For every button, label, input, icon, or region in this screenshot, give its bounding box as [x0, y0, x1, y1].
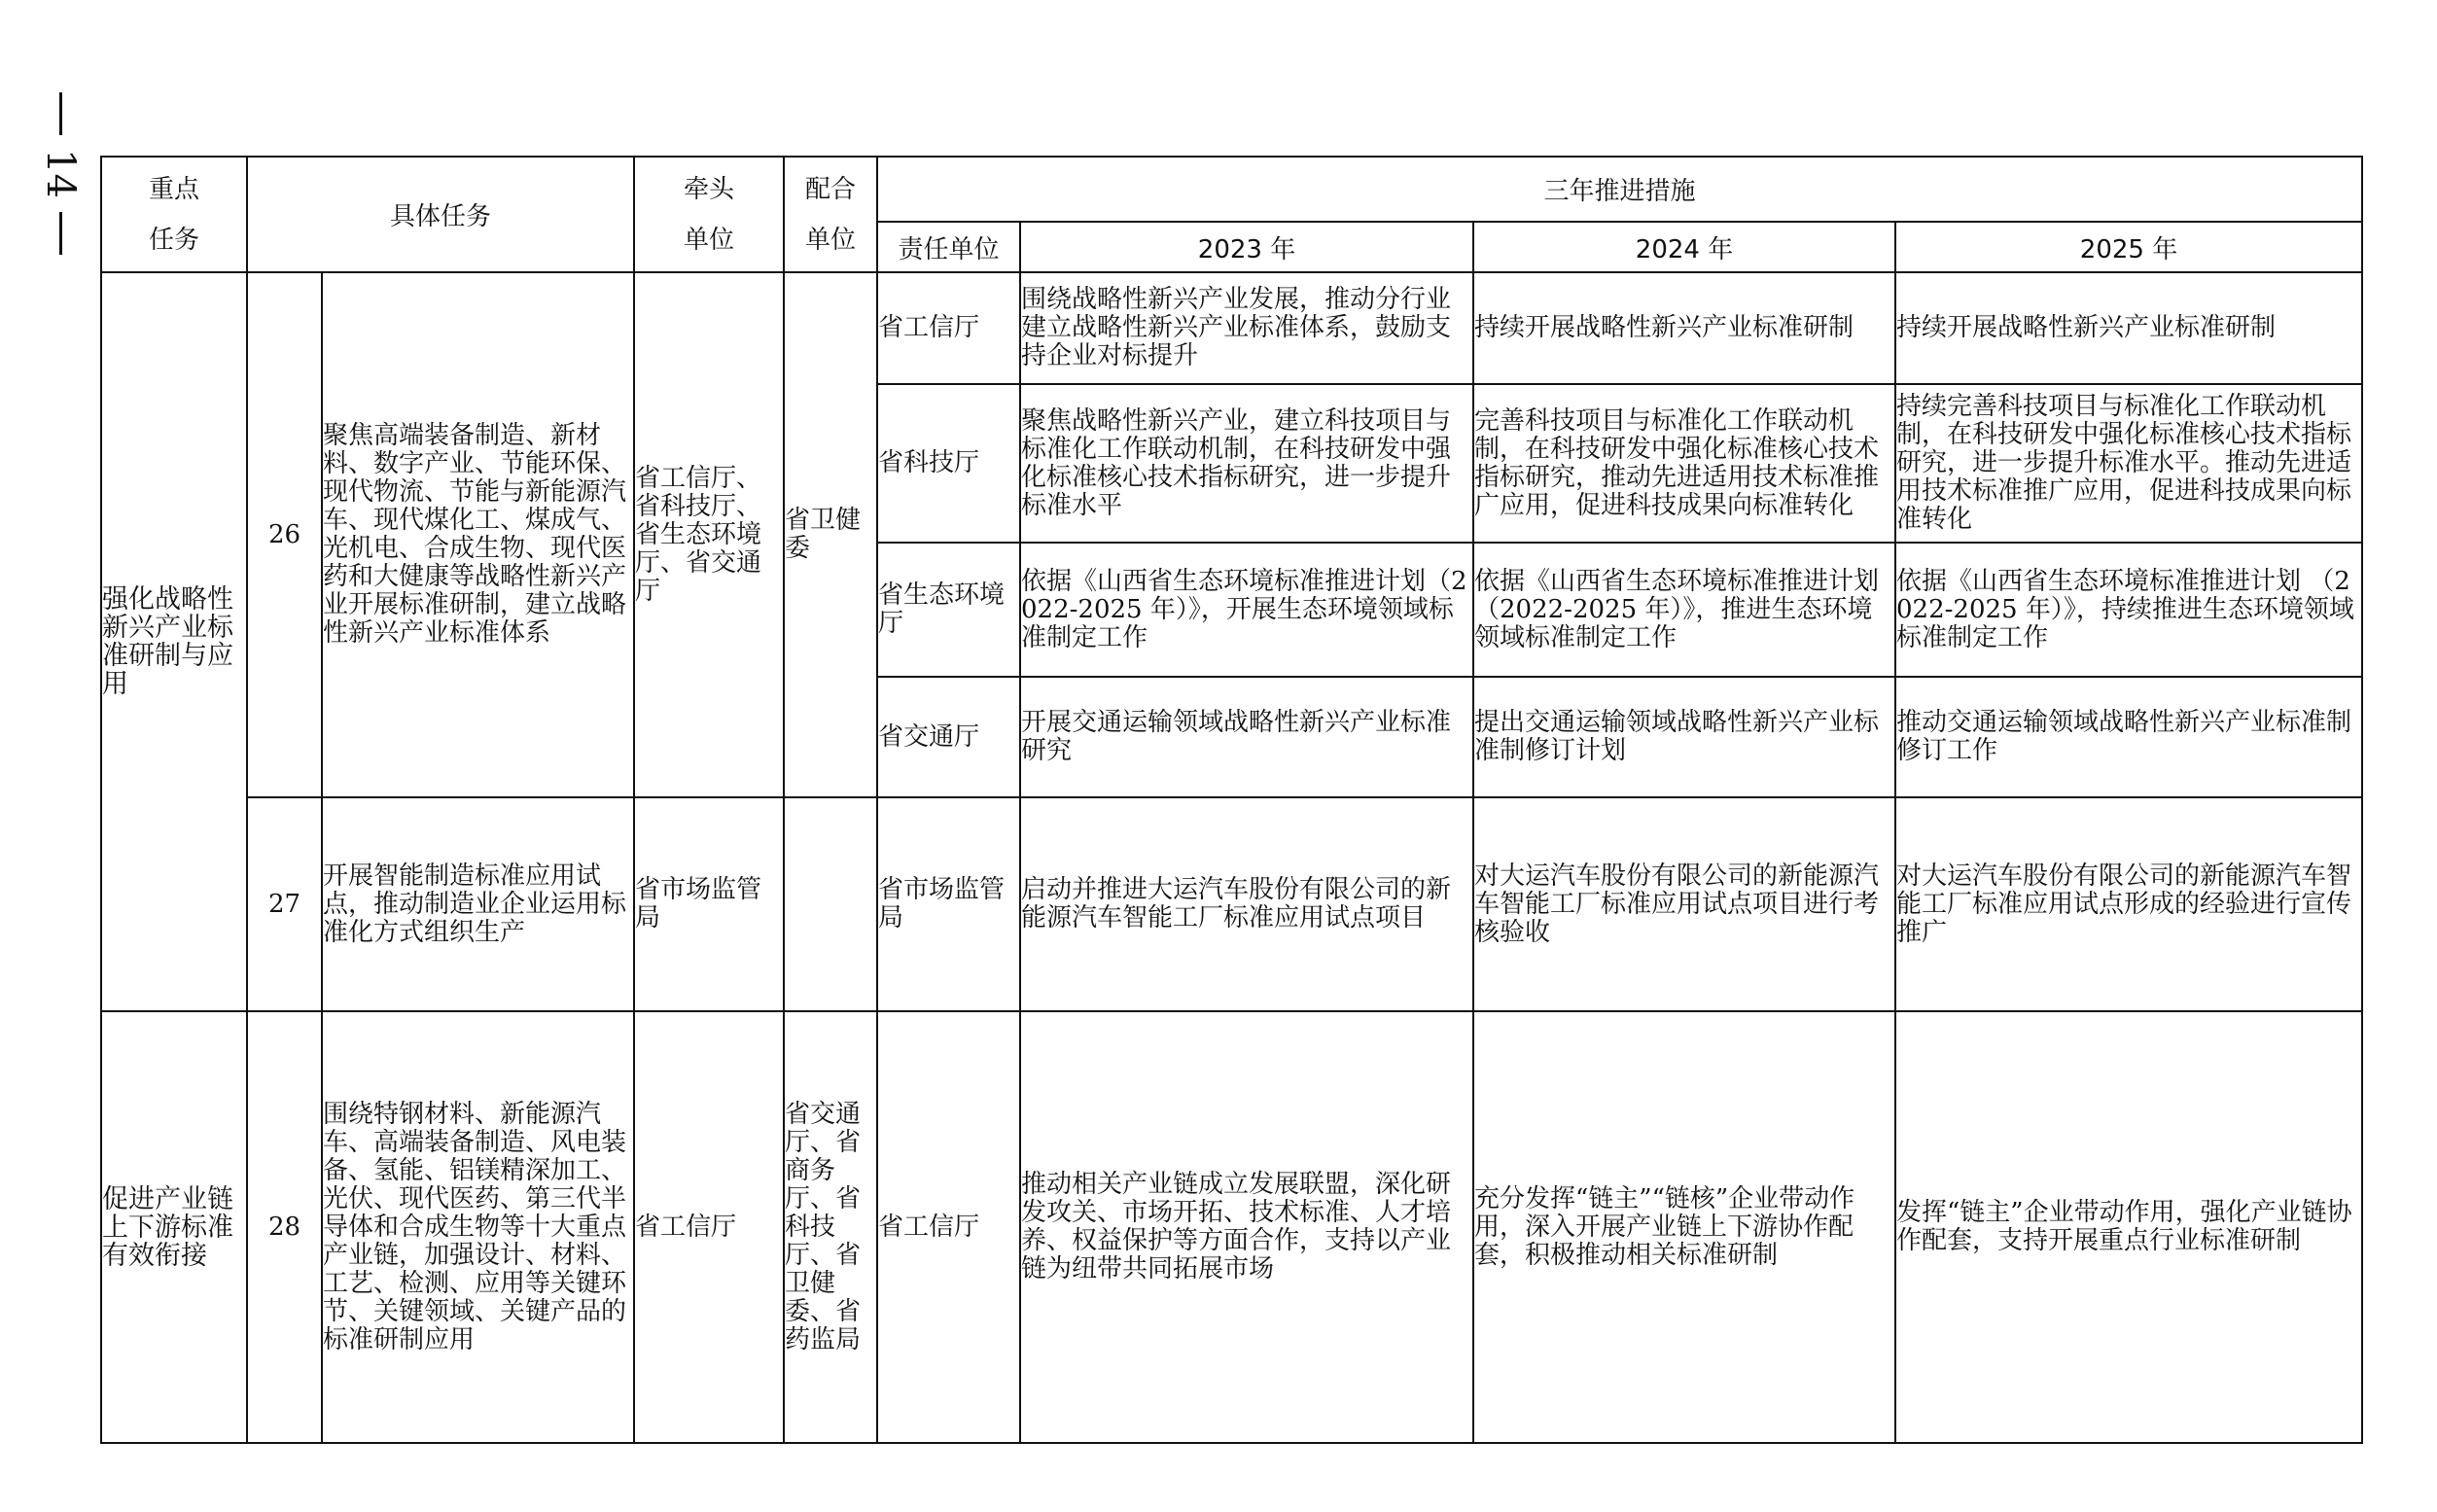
task-description: 聚焦高端装备制造、新材料、数字产业、节能环保、现代物流、节能与新能源汽车、现代煤化工、煤成气、光机电、合成生物、现代医药和大健康等战略性新兴产业开展标准研制，建立战略性新兴产业标准体系: [322, 272, 634, 797]
resp-unit-cell: 省科技厅: [877, 384, 1020, 543]
resp-unit-cell: 省工信厅: [877, 272, 1020, 384]
measure-2024: 对大运汽车股份有限公司的新能源汽车智能工厂标准应用试点项目进行考核验收: [1473, 797, 1895, 1011]
lead-unit-cell: 省工信厅、省科技厅、省生态环境厅、省交通厅: [634, 272, 784, 797]
header-resp-unit: 责任单位: [877, 222, 1020, 272]
measure-2023: 开展交通运输领域战略性新兴产业标准研究: [1020, 677, 1473, 797]
measure-2023: 推动相关产业链成立发展联盟，深化研发攻关、市场开拓、技术标准、人才培养、权益保护等方面合作，支持以产业链为纽带共同拓展市场: [1020, 1011, 1473, 1443]
measure-2025: 对大运汽车股份有限公司的新能源汽车智能工厂标准应用试点形成的经验进行宣传推广: [1895, 797, 2362, 1011]
task-description: 围绕特钢材料、新能源汽车、高端装备制造、风电装备、氢能、铝镁精深加工、光伏、现代医药、第三代半导体和合成生物等十大重点产业链，加强设计、材料、工艺、检测、应用等关键环节、关键领域、关键产品的标准研制应用: [322, 1011, 634, 1443]
resp-unit-cell: 省生态环境厅: [877, 543, 1020, 677]
table-row: [101, 797, 2362, 1011]
header-2023: 2023 年: [1020, 222, 1473, 272]
measure-2024: 提出交通运输领域战略性新兴产业标准制修订计划: [1473, 677, 1895, 797]
standards-task-table: [100, 156, 2363, 1444]
table-row: [101, 272, 2362, 384]
resp-unit-cell: 省市场监管局: [877, 797, 1020, 1011]
resp-unit-cell: 省工信厅: [877, 1011, 1020, 1443]
header-three-year: 三年推进措施: [877, 157, 2362, 222]
lead-unit-cell: 省工信厅: [634, 1011, 784, 1443]
header-2025: 2025 年: [1895, 222, 2362, 272]
coop-unit-cell: [784, 797, 877, 1011]
task-number: 26: [247, 272, 322, 797]
header-2024: 2024 年: [1473, 222, 1895, 272]
task-number: 27: [247, 797, 322, 1011]
measure-2024: 依据《山西省生态环境标准推进计划 （2022-2025 年）》，推进生态环境领域标准制定工作: [1473, 543, 1895, 677]
measure-2025: 依据《山西省生态环境标准推进计划 （2022-2025 年）》，持续推进生态环境领域标准制定工作: [1895, 543, 2362, 677]
page-number-text: 14: [38, 149, 83, 198]
key-task-cell: 强化战略性新兴产业标准研制与应用: [101, 272, 247, 1011]
task-number: 28: [247, 1011, 322, 1443]
header-specific-task: 具体任务: [247, 157, 634, 272]
coop-unit-cell: 省交通厅、省商务厅、省科技厅、省卫健委、省药监局: [784, 1011, 877, 1443]
header-coop-unit: 配合单位: [784, 157, 877, 272]
resp-unit-cell: 省交通厅: [877, 677, 1020, 797]
task-description: 开展智能制造标准应用试点，推动制造业企业运用标准化方式组织生产: [322, 797, 634, 1011]
lead-unit-cell: 省市场监管局: [634, 797, 784, 1011]
header-key-task: 重点任务: [101, 157, 247, 272]
measure-2024: 充分发挥“链主”“链核”企业带动作用，深入开展产业链上下游协作配套，积极推动相关标准研制: [1473, 1011, 1895, 1443]
measure-2023: 围绕战略性新兴产业发展，推动分行业建立战略性新兴产业标准体系，鼓励支持企业对标提升: [1020, 272, 1473, 384]
coop-unit-cell: 省卫健委: [784, 272, 877, 797]
page-number: [39, 92, 82, 255]
measure-2023: 启动并推进大运汽车股份有限公司的新能源汽车智能工厂标准应用试点项目: [1020, 797, 1473, 1011]
page-number-dash-top: [59, 92, 62, 135]
measure-2024: 完善科技项目与标准化工作联动机制，在科技研发中强化标准核心技术指标研究，推动先进适用技术标准推广应用，促进科技成果向标准转化: [1473, 384, 1895, 543]
measure-2024: 持续开展战略性新兴产业标准研制: [1473, 272, 1895, 384]
measure-2023: 聚焦战略性新兴产业，建立科技项目与标准化工作联动机制，在科技研发中强化标准核心技术指标研究，进一步提升标准水平: [1020, 384, 1473, 543]
measure-2025: 发挥“链主”企业带动作用，强化产业链协作配套，支持开展重点行业标准研制: [1895, 1011, 2362, 1443]
table-row: [101, 1011, 2362, 1443]
measure-2025: 持续完善科技项目与标准化工作联动机制，在科技研发中强化标准核心技术指标研究，进一步提升标准水平。推动先进适用技术标准推广应用，促进科技成果向标准转化: [1895, 384, 2362, 543]
measure-2023: 依据《山西省生态环境标准推进计划（2022-2025 年）》，开展生态环境领域标准制定工作: [1020, 543, 1473, 677]
measure-2025: 推动交通运输领域战略性新兴产业标准制修订工作: [1895, 677, 2362, 797]
header-lead-unit: 牵头单位: [634, 157, 784, 272]
page-number-dash-bottom: [59, 212, 62, 255]
measure-2025: 持续开展战略性新兴产业标准研制: [1895, 272, 2362, 384]
key-task-cell: 促进产业链上下游标准有效衔接: [101, 1011, 247, 1443]
